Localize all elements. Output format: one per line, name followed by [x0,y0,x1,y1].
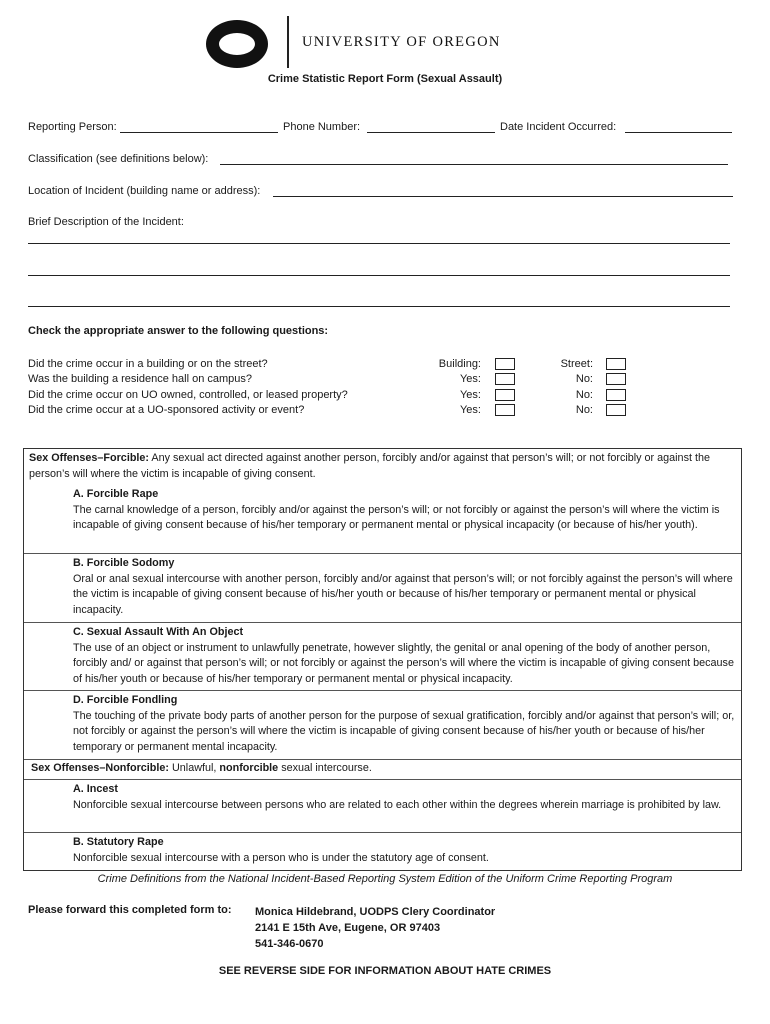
question-2: Was the building a residence hall on campus? [28,373,253,385]
location-label: Location of Incident (building name or address): [28,185,261,197]
form-title: Crime Statistic Report Form (Sexual Assault) [267,73,503,85]
q3-yes-checkbox[interactable] [495,389,515,401]
q4-yes-label: Yes: [459,404,481,416]
building-checkbox[interactable] [495,358,515,370]
classification-label: Classification (see definitions below): [28,153,209,165]
forcible-text: Any sexual act directed against another person, forcibly and/or against that person’s will; or not forcibly or against the person’s will where the victim is incapable of giving consent. [29,452,710,480]
statutory-rape-title: B. Statutory Rape [73,836,164,848]
phone-number-field[interactable] [367,132,495,133]
nonforcible-post: sexual intercourse. [281,762,372,774]
q2-no-label: No: [575,373,593,385]
statutory-rape-text: Nonforcible sexual intercourse with a person who is under the statutory age of consent. [73,851,489,864]
section-divider [24,779,741,780]
q3-no-label: No: [575,389,593,401]
object-assault-title: C. Sexual Assault With An Object [73,626,244,638]
reporting-person-label: Reporting Person: [28,121,117,133]
classification-field[interactable] [220,164,728,165]
incest-title: A. Incest [73,783,119,795]
forcible-sodomy-section [24,556,741,618]
q2-no-checkbox[interactable] [606,373,626,385]
statutory-rape-section [24,835,741,866]
question-1: Did the crime occur in a building or on the street? [28,358,268,370]
logo-divider [287,16,289,68]
object-assault-text: The use of an object or instrument to unlawfully penetrate, however slightly, the genital or anal opening of the body of another person, forcibly and/ or against that person’s will; or not forcibly or against the person’s will where the victim is incapable of giving consent because of his/her youth or because of his/her temporary or permanent mental or physical incapacity. [73,641,734,685]
incest-section [24,782,741,813]
description-line-3[interactable] [28,306,730,307]
street-checkbox[interactable] [606,358,626,370]
nonforcible-heading: Sex Offenses–Nonforcible: [31,762,169,774]
forcible-fondling-section [24,693,741,755]
object-assault-section [24,625,741,687]
date-incident-label: Date Incident Occurred: [500,121,617,133]
forcible-heading: Sex Offenses–Forcible: [29,452,150,464]
questions-heading: Check the appropriate answer to the following questions: [28,325,329,337]
question-4: Did the crime occur at a UO-sponsored activity or event? [28,404,305,416]
description-line-1[interactable] [28,243,730,244]
university-name: UNIVERSITY OF OREGON [302,34,501,50]
description-label: Brief Description of the Incident: [28,216,184,228]
nonforcible-bold: nonforcible [219,762,279,774]
forcible-fondling-text: The touching of the private body parts of another person for the purpose of sexual gratification, forcibly and/or against that person’s will; or, not forcibly or against the person’s will where the victim is incapable of giving consent because of his/her youth or because of his/her temporary or permanent mental incapacity. [73,709,735,753]
q2-yes-checkbox[interactable] [495,373,515,385]
forcible-rape-title: A. Forcible Rape [73,488,159,500]
forward-label: Please forward this completed form to: [28,904,232,916]
date-incident-field[interactable] [625,132,732,133]
q4-no-checkbox[interactable] [606,404,626,416]
coordinator-address: 2141 E 15th Ave, Eugene, OR 97403 [255,922,441,934]
forcible-section [24,451,741,482]
reporting-person-field[interactable] [120,132,278,133]
q3-yes-label: Yes: [459,389,481,401]
section-divider [24,759,741,760]
forcible-sodomy-text: Oral or anal sexual intercourse with another person, forcibly and/or against that person’s will; or not forcibly against the person’s will where the victim is incapable of giving consent because of his/her youth or because of his/her temporary or permanent mental or physical incapacity. [73,572,733,616]
question-3: Did the crime occur on UO owned, controlled, or leased property? [28,389,348,401]
street-label: Street: [560,358,593,370]
university-o-logo [206,20,268,68]
q4-no-label: No: [575,404,593,416]
nonforcible-pre: Unlawful, [172,762,217,774]
forcible-rape-section [24,487,741,534]
forcible-rape-text: The carnal knowledge of a person, forcibly and/or against the person’s will; or not forcibly or against the person’s will where the victim is incapable of giving consent because of his/her temporary or permanent mental or physical incapacity (or because of his/her youth). [73,503,720,532]
forcible-fondling-title: D. Forcible Fondling [73,694,178,706]
description-line-2[interactable] [28,275,730,276]
q4-yes-checkbox[interactable] [495,404,515,416]
section-divider [24,622,741,623]
phone-number-label: Phone Number: [283,121,361,133]
source-note: Crime Definitions from the National Incident-Based Reporting System Edition of the Uniform Crime Reporting Program [97,873,673,885]
section-divider [24,832,741,833]
location-field[interactable] [273,196,733,197]
section-divider [24,690,741,691]
building-label: Building: [438,358,481,370]
q3-no-checkbox[interactable] [606,389,626,401]
coordinator-phone: 541-346-0670 [255,938,324,950]
forward-address-block [255,904,495,952]
definitions-box [23,448,742,871]
q2-yes-label: Yes: [459,373,481,385]
coordinator-name: Monica Hildebrand, UODPS Clery Coordinator [255,906,496,918]
incest-text: Nonforcible sexual intercourse between persons who are related to each other within the degrees wherein marriage is prohibited by law. [73,798,722,811]
forcible-sodomy-title: B. Forcible Sodomy [73,557,175,569]
section-divider [24,553,741,554]
footer-note: SEE REVERSE SIDE FOR INFORMATION ABOUT HATE CRIMES [218,965,552,977]
nonforcible-section [24,761,741,777]
